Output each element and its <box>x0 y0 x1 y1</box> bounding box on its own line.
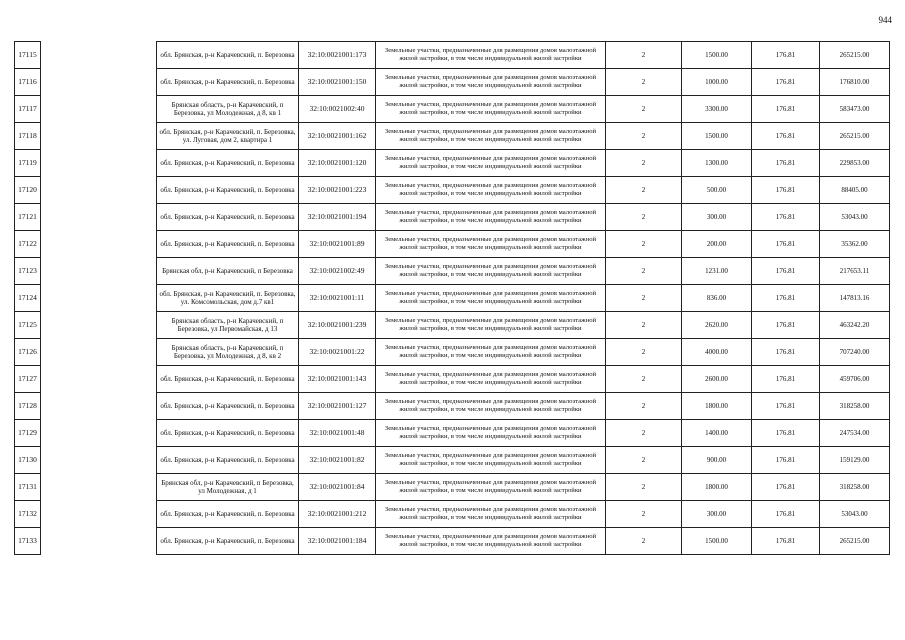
address-cell: обл. Брянская, р-н Карачевский, п. Березовка <box>157 447 299 474</box>
table-row <box>15 393 890 420</box>
row-number-cell: 17129 <box>15 420 41 447</box>
area-cell: 1800.00 <box>682 474 752 501</box>
cadastral-value-cell: 88405.00 <box>820 177 890 204</box>
specific-value-cell: 176.81 <box>752 285 820 312</box>
specific-value-cell: 176.81 <box>752 231 820 258</box>
address-cell: обл. Брянская, р-н Карачевский, п. Березовка, ул. Луговая, дом 2, квартира 1 <box>157 123 299 150</box>
group-cell: 2 <box>606 150 682 177</box>
empty-cell <box>41 231 157 258</box>
cadastral-value-cell: 229853.00 <box>820 150 890 177</box>
cadastral-value-cell: 176810.00 <box>820 69 890 96</box>
empty-cell <box>41 312 157 339</box>
cadastral-number-cell: 32:10:0021001:120 <box>299 150 376 177</box>
page-number: 944 <box>878 15 892 25</box>
address-cell: обл. Брянская, р-н Карачевский, п. Березовка <box>157 501 299 528</box>
empty-cell <box>41 69 157 96</box>
area-cell: 1800.00 <box>682 393 752 420</box>
row-number-cell: 17118 <box>15 123 41 150</box>
table-row <box>15 123 890 150</box>
cadastral-number-cell: 32:10:0021001:162 <box>299 123 376 150</box>
table-row <box>15 339 890 366</box>
address-cell: Брянская область, р-н Карачевский, п Березовка, ул Молодежная, д 8, кв 1 <box>157 96 299 123</box>
specific-value-cell: 176.81 <box>752 258 820 285</box>
address-cell: обл. Брянская, р-н Карачевский, п. Березовка <box>157 366 299 393</box>
cadastral-number-cell: 32:10:0021001:184 <box>299 528 376 555</box>
cadastral-value-table <box>14 41 890 555</box>
area-cell: 4000.00 <box>682 339 752 366</box>
land-use-category-cell: Земельные участки, предназначенные для размещения домов малоэтажной жилой застройки, в том числе индивидуальной жилой застройки <box>376 474 606 501</box>
row-number-cell: 17116 <box>15 69 41 96</box>
cadastral-value-cell: 53043.00 <box>820 204 890 231</box>
address-cell: Брянская область, р-н Карачевский, п Березовка, ул Молодежная, д 8, кв 2 <box>157 339 299 366</box>
specific-value-cell: 176.81 <box>752 69 820 96</box>
address-cell: обл. Брянская, р-н Карачевский, п. Березовка <box>157 69 299 96</box>
empty-cell <box>41 285 157 312</box>
area-cell: 1500.00 <box>682 528 752 555</box>
land-use-category-cell: Земельные участки, предназначенные для размещения домов малоэтажной жилой застройки, в том числе индивидуальной жилой застройки <box>376 177 606 204</box>
land-use-category-cell: Земельные участки, предназначенные для размещения домов малоэтажной жилой застройки, в том числе индивидуальной жилой застройки <box>376 231 606 258</box>
table-row <box>15 420 890 447</box>
group-cell: 2 <box>606 96 682 123</box>
area-cell: 500.00 <box>682 177 752 204</box>
empty-cell <box>41 258 157 285</box>
group-cell: 2 <box>606 204 682 231</box>
row-number-cell: 17127 <box>15 366 41 393</box>
group-cell: 2 <box>606 123 682 150</box>
cadastral-value-cell: 265215.00 <box>820 123 890 150</box>
land-use-category-cell: Земельные участки, предназначенные для размещения домов малоэтажной жилой застройки, в том числе индивидуальной жилой застройки <box>376 42 606 69</box>
empty-cell <box>41 528 157 555</box>
address-cell: обл. Брянская, р-н Карачевский, п. Березовка <box>157 204 299 231</box>
empty-cell <box>41 96 157 123</box>
row-number-cell: 17120 <box>15 177 41 204</box>
table-row <box>15 177 890 204</box>
row-number-cell: 17128 <box>15 393 41 420</box>
empty-cell <box>41 339 157 366</box>
empty-cell <box>41 204 157 231</box>
table-row <box>15 366 890 393</box>
row-number-cell: 17123 <box>15 258 41 285</box>
row-number-cell: 17122 <box>15 231 41 258</box>
area-cell: 3300.00 <box>682 96 752 123</box>
table-row <box>15 42 890 69</box>
group-cell: 2 <box>606 447 682 474</box>
table-row <box>15 501 890 528</box>
group-cell: 2 <box>606 258 682 285</box>
area-cell: 1400.00 <box>682 420 752 447</box>
cadastral-number-cell: 32:10:0021002:40 <box>299 96 376 123</box>
table-row <box>15 204 890 231</box>
cadastral-value-cell: 463242.20 <box>820 312 890 339</box>
cadastral-value-cell: 707240.00 <box>820 339 890 366</box>
row-number-cell: 17126 <box>15 339 41 366</box>
table-row <box>15 69 890 96</box>
land-use-category-cell: Земельные участки, предназначенные для размещения домов малоэтажной жилой застройки, в том числе индивидуальной жилой застройки <box>376 393 606 420</box>
specific-value-cell: 176.81 <box>752 393 820 420</box>
specific-value-cell: 176.81 <box>752 501 820 528</box>
empty-cell <box>41 123 157 150</box>
cadastral-number-cell: 32:10:0021001:127 <box>299 393 376 420</box>
specific-value-cell: 176.81 <box>752 366 820 393</box>
address-cell: обл. Брянская, р-н Карачевский, п. Березовка <box>157 528 299 555</box>
table-row <box>15 96 890 123</box>
address-cell: обл. Брянская, р-н Карачевский, п. Березовка <box>157 420 299 447</box>
specific-value-cell: 176.81 <box>752 96 820 123</box>
cadastral-number-cell: 32:10:0021001:84 <box>299 474 376 501</box>
empty-cell <box>41 177 157 204</box>
group-cell: 2 <box>606 231 682 258</box>
table-row <box>15 258 890 285</box>
land-use-category-cell: Земельные участки, предназначенные для размещения домов малоэтажной жилой застройки, в том числе индивидуальной жилой застройки <box>376 123 606 150</box>
specific-value-cell: 176.81 <box>752 204 820 231</box>
group-cell: 2 <box>606 177 682 204</box>
cadastral-value-cell: 318258.00 <box>820 474 890 501</box>
group-cell: 2 <box>606 528 682 555</box>
area-cell: 2620.00 <box>682 312 752 339</box>
row-number-cell: 17119 <box>15 150 41 177</box>
address-cell: обл. Брянская, р-н Карачевский, п. Березовка <box>157 42 299 69</box>
group-cell: 2 <box>606 285 682 312</box>
row-number-cell: 17117 <box>15 96 41 123</box>
address-cell: Брянская обл, р-н Карачевский, п Березовка, ул Молодежная, д 1 <box>157 474 299 501</box>
table-row <box>15 312 890 339</box>
empty-cell <box>41 393 157 420</box>
address-cell: обл. Брянская, р-н Карачевский, п. Березовка <box>157 150 299 177</box>
cadastral-value-cell: 459706.00 <box>820 366 890 393</box>
land-use-category-cell: Земельные участки, предназначенные для размещения домов малоэтажной жилой застройки, в том числе индивидуальной жилой застройки <box>376 339 606 366</box>
group-cell: 2 <box>606 393 682 420</box>
cadastral-number-cell: 32:10:0021002:49 <box>299 258 376 285</box>
specific-value-cell: 176.81 <box>752 42 820 69</box>
specific-value-cell: 176.81 <box>752 420 820 447</box>
area-cell: 2600.00 <box>682 366 752 393</box>
area-cell: 1500.00 <box>682 123 752 150</box>
table-row <box>15 474 890 501</box>
cadastral-value-cell: 265215.00 <box>820 528 890 555</box>
specific-value-cell: 176.81 <box>752 528 820 555</box>
cadastral-number-cell: 32:10:0021001:239 <box>299 312 376 339</box>
group-cell: 2 <box>606 339 682 366</box>
address-cell: Брянская обл, р-н Карачевский, п Березовка <box>157 258 299 285</box>
cadastral-value-cell: 159129.00 <box>820 447 890 474</box>
land-use-category-cell: Земельные участки, предназначенные для размещения домов малоэтажной жилой застройки, в том числе индивидуальной жилой застройки <box>376 420 606 447</box>
cadastral-number-cell: 32:10:0021001:11 <box>299 285 376 312</box>
area-cell: 1231.00 <box>682 258 752 285</box>
row-number-cell: 17132 <box>15 501 41 528</box>
area-cell: 1300.00 <box>682 150 752 177</box>
land-use-category-cell: Земельные участки, предназначенные для размещения домов малоэтажной жилой застройки, в том числе индивидуальной жилой застройки <box>376 312 606 339</box>
cadastral-number-cell: 32:10:0021001:173 <box>299 42 376 69</box>
group-cell: 2 <box>606 312 682 339</box>
specific-value-cell: 176.81 <box>752 123 820 150</box>
land-use-category-cell: Земельные участки, предназначенные для размещения домов малоэтажной жилой застройки, в том числе индивидуальной жилой застройки <box>376 258 606 285</box>
row-number-cell: 17133 <box>15 528 41 555</box>
group-cell: 2 <box>606 474 682 501</box>
cadastral-value-cell: 53043.00 <box>820 501 890 528</box>
row-number-cell: 17130 <box>15 447 41 474</box>
empty-cell <box>41 42 157 69</box>
table-row <box>15 447 890 474</box>
cadastral-number-cell: 32:10:0021001:143 <box>299 366 376 393</box>
address-cell: обл. Брянская, р-н Карачевский, п. Березовка <box>157 231 299 258</box>
specific-value-cell: 176.81 <box>752 177 820 204</box>
row-number-cell: 17121 <box>15 204 41 231</box>
area-cell: 300.00 <box>682 204 752 231</box>
row-number-cell: 17115 <box>15 42 41 69</box>
cadastral-number-cell: 32:10:0021001:89 <box>299 231 376 258</box>
cadastral-number-cell: 32:10:0021001:48 <box>299 420 376 447</box>
cadastral-number-cell: 32:10:0021001:223 <box>299 177 376 204</box>
land-use-category-cell: Земельные участки, предназначенные для размещения домов малоэтажной жилой застройки, в том числе индивидуальной жилой застройки <box>376 447 606 474</box>
area-cell: 900.00 <box>682 447 752 474</box>
empty-cell <box>41 474 157 501</box>
land-use-category-cell: Земельные участки, предназначенные для размещения домов малоэтажной жилой застройки, в том числе индивидуальной жилой застройки <box>376 528 606 555</box>
land-use-category-cell: Земельные участки, предназначенные для размещения домов малоэтажной жилой застройки, в том числе индивидуальной жилой застройки <box>376 204 606 231</box>
specific-value-cell: 176.81 <box>752 447 820 474</box>
cadastral-value-cell: 35362.00 <box>820 231 890 258</box>
area-cell: 1500.00 <box>682 42 752 69</box>
area-cell: 200.00 <box>682 231 752 258</box>
group-cell: 2 <box>606 69 682 96</box>
table-row <box>15 528 890 555</box>
empty-cell <box>41 447 157 474</box>
area-cell: 1000.00 <box>682 69 752 96</box>
table-body <box>15 42 890 555</box>
cadastral-value-cell: 583473.00 <box>820 96 890 123</box>
cadastral-value-cell: 247534.00 <box>820 420 890 447</box>
row-number-cell: 17124 <box>15 285 41 312</box>
cadastral-number-cell: 32:10:0021001:194 <box>299 204 376 231</box>
cadastral-value-cell: 265215.00 <box>820 42 890 69</box>
land-use-category-cell: Земельные участки, предназначенные для размещения домов малоэтажной жилой застройки, в том числе индивидуальной жилой застройки <box>376 285 606 312</box>
cadastral-number-cell: 32:10:0021001:212 <box>299 501 376 528</box>
specific-value-cell: 176.81 <box>752 312 820 339</box>
group-cell: 2 <box>606 420 682 447</box>
empty-cell <box>41 150 157 177</box>
table-row <box>15 150 890 177</box>
area-cell: 836.00 <box>682 285 752 312</box>
specific-value-cell: 176.81 <box>752 474 820 501</box>
empty-cell <box>41 366 157 393</box>
land-use-category-cell: Земельные участки, предназначенные для размещения домов малоэтажной жилой застройки, в том числе индивидуальной жилой застройки <box>376 501 606 528</box>
cadastral-number-cell: 32:10:0021001:22 <box>299 339 376 366</box>
cadastral-value-cell: 147813.16 <box>820 285 890 312</box>
address-cell: Брянская область, р-н Карачевский, п Березовка, ул Первомайская, д 13 <box>157 312 299 339</box>
cadastral-number-cell: 32:10:0021001:150 <box>299 69 376 96</box>
land-use-category-cell: Земельные участки, предназначенные для размещения домов малоэтажной жилой застройки, в том числе индивидуальной жилой застройки <box>376 69 606 96</box>
address-cell: обл. Брянская, р-н Карачевский, п. Березовка <box>157 177 299 204</box>
table-row <box>15 231 890 258</box>
group-cell: 2 <box>606 501 682 528</box>
land-use-category-cell: Земельные участки, предназначенные для размещения домов малоэтажной жилой застройки, в том числе индивидуальной жилой застройки <box>376 150 606 177</box>
specific-value-cell: 176.81 <box>752 150 820 177</box>
group-cell: 2 <box>606 366 682 393</box>
cadastral-value-cell: 217653.11 <box>820 258 890 285</box>
specific-value-cell: 176.81 <box>752 339 820 366</box>
address-cell: обл. Брянская, р-н Карачевский, п. Березовка, ул. Комсомольская, дом д.7 кв1 <box>157 285 299 312</box>
group-cell: 2 <box>606 42 682 69</box>
row-number-cell: 17125 <box>15 312 41 339</box>
cadastral-value-cell: 318258.00 <box>820 393 890 420</box>
land-use-category-cell: Земельные участки, предназначенные для размещения домов малоэтажной жилой застройки, в том числе индивидуальной жилой застройки <box>376 366 606 393</box>
empty-cell <box>41 501 157 528</box>
land-use-category-cell: Земельные участки, предназначенные для размещения домов малоэтажной жилой застройки, в том числе индивидуальной жилой застройки <box>376 96 606 123</box>
table-row <box>15 285 890 312</box>
area-cell: 300.00 <box>682 501 752 528</box>
address-cell: обл. Брянская, р-н Карачевский, п. Березовка <box>157 393 299 420</box>
empty-cell <box>41 420 157 447</box>
row-number-cell: 17131 <box>15 474 41 501</box>
cadastral-number-cell: 32:10:0021001:82 <box>299 447 376 474</box>
